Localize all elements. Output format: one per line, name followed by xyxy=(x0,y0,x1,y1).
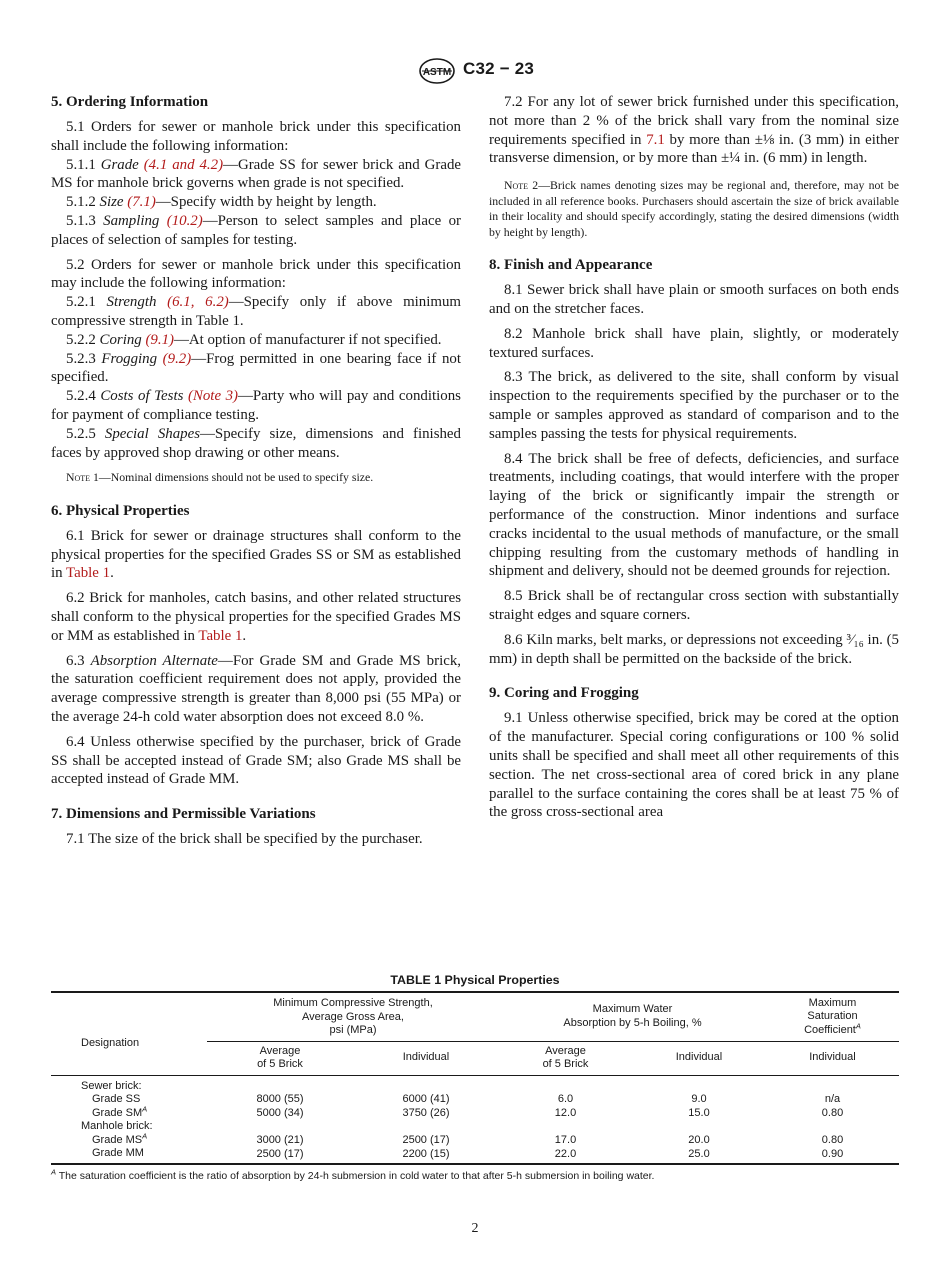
section-ref-link[interactable]: 7.1 xyxy=(646,131,665,148)
section-6-title: 6. Physical Properties xyxy=(51,502,190,519)
para-5-1-2: 5.1.2 Size (7.1)—Specify width by height by length. xyxy=(66,194,377,211)
header-saturation: Maximum Saturation Coefficient$^A$ xyxy=(766,992,899,1041)
para-8-6: 8.6 Kiln marks, belt marks, or depressions not exceeding ³⁄₁₆ in. (5 mm) in depth shall be permitted on the backside of the brick. xyxy=(489,631,899,667)
subheader-strength-average: Average of 5 Brick xyxy=(257,1044,303,1070)
section-8-title: 8. Finish and Appearance xyxy=(489,257,653,274)
section-5-title: 5. Ordering Information xyxy=(51,94,209,110)
header-strength: Minimum Compressive Strength, Average Gross Area, psi (MPa) xyxy=(207,992,499,1041)
para-5-1-3: 5.1.3 Sampling (10.2)—Person to select samples and place or places of selection of samples for testing. xyxy=(51,212,461,248)
para-7-1: 7.1 The size of the brick shall be specified by the purchaser. xyxy=(66,831,423,848)
physical-properties-table xyxy=(51,991,899,1165)
page-header xyxy=(0,58,950,84)
document-id: C32 − 23 xyxy=(463,59,535,78)
page-number: 2 xyxy=(471,1221,479,1236)
para-5-2-4: 5.2.4 Costs of Tests (Note 3)—Party who will pay and conditions for payment of compliance testing. xyxy=(51,388,461,423)
para-7-2: 7.2 For any lot of sewer brick furnished under this specification, not more than 2 % of the brick shall vary from the nominal size requirements specified in 7.1 by more than ±⅛ in. (3 mm) in either transverse dimension, or by more than ±¼ in. (6 mm) in length. xyxy=(489,94,900,167)
table-row: Grade $SM^A$ 5000 (34) 3750 (26) 12.0 15.0 0.80 xyxy=(92,1103,844,1119)
para-6-4: 6.4 Unless otherwise specified by the purchaser, brick of Grade SS shall be accepted instead of Grade SM; also Grade MS shall be accepted instead of Grade MM. xyxy=(51,733,461,788)
table-1 xyxy=(51,973,899,1183)
para-6-1: 6.1 Brick for sewer or drainage structures shall conform to the physical properties for the specified Grades SS or SM as established in Table 1. xyxy=(51,527,461,582)
ref-link[interactable]: (6.1, 6.2) xyxy=(167,294,229,311)
para-5-2-3: 5.2.3 Frogging (9.2)—Frog permitted in one bearing face if not specified. xyxy=(51,350,461,386)
ref-link[interactable]: (4.1 and 4.2) xyxy=(143,156,224,173)
para-5-2: 5.2 Orders for sewer or manhole brick under this specification may include the following information: xyxy=(51,256,461,292)
header-absorption: Maximum Water Absorption by 5-h Boiling, % xyxy=(499,992,766,1041)
para-9-1: 9.1 Unless otherwise specified, brick may be cored at the option of the manufacturer. Special coring configurations or 100 % solid units shall be specified and shall meet all other requirements of this section. The net cross-sectional area of cored brick in any plane parallel to the surface containing the cores shall be at least 75 % of the gross cross-sectional area xyxy=(489,710,899,821)
para-6-3: 6.3 Absorption Alternate—For Grade SM and Grade MS brick, the saturation coefficient requirement does not apply, provided the average compressive strength is greater than 8,000 psi (55 MPa) or the average 24-h cold water absorption does not exceed 8.0 %. xyxy=(51,652,461,726)
table-row: Grade SS 8000 (55) 6000 (41) 6.0 9.0 n/a xyxy=(92,1093,841,1105)
table-ref-link[interactable]: Table 1 xyxy=(66,565,111,582)
para-8-1: 8.1 Sewer brick shall have plain or smooth surfaces on both ends and on the stretcher faces. xyxy=(489,282,899,317)
ref-link[interactable]: (9.1) xyxy=(145,331,174,348)
section-7-title: 7. Dimensions and Permissible Variations xyxy=(51,806,316,823)
para-8-3: 8.3 The brick, as delivered to the site, shall conform by visual inspection to the requirements specified by the purchaser or to the sample or samples approved as standard of comparison and to the samples passing the tests for physical requirements. xyxy=(489,369,899,442)
logo-text: ASTM xyxy=(422,67,452,78)
table-ref-link[interactable]: Table 1 xyxy=(198,627,243,644)
para-5-2-1: 5.2.1 Strength (6.1, 6.2)—Specify only if above minimum compressive strength in Table 1. xyxy=(51,294,461,329)
group-label: Manhole brick: xyxy=(81,1120,153,1132)
astm-logo-icon xyxy=(418,58,456,84)
subheader-saturation-individual: Individual xyxy=(809,1051,856,1064)
para-8-5: 8.5 Brick shall be of rectangular cross section with substantially straight edges and square corners. xyxy=(489,588,899,623)
ref-link[interactable]: (7.1) xyxy=(127,194,156,211)
ref-link[interactable]: (9.2) xyxy=(162,350,192,367)
subheader-strength-individual: Individual xyxy=(402,1051,450,1064)
para-5-2-2: 5.2.2 Coring (9.1)—At option of manufacturer if not specified. xyxy=(66,331,442,348)
section-9-title: 9. Coring and Frogging xyxy=(489,685,639,702)
ref-link[interactable]: (Note 3) xyxy=(187,388,239,405)
note-2: Note 2—Brick names denoting sizes may be regional and, therefore, may not be included in all reference books. Purchasers should ascertain the size of brick available in their locality and should specify accordingly, stating the desired dimensions (width by height by length). xyxy=(489,178,899,239)
note-1: Note 1—Nominal dimensions should not be used to specify size. xyxy=(66,470,374,485)
table-title: TABLE 1 Physical Properties xyxy=(390,973,560,987)
para-5-1-1: 5.1.1 Grade (4.1 and 4.2)—Grade SS for sewer brick and Grade MS for manhole brick governs when grade is not specified. xyxy=(51,156,461,192)
group-label: Sewer brick: xyxy=(81,1079,142,1092)
para-5-2-5: 5.2.5 Special Shapes—Specify size, dimensions and finished faces by approved shop drawing or other means. xyxy=(51,425,461,461)
table-row: Grade $MS^A$ 3000 (21) 2500 (17) 17.0 20.0 0.80 xyxy=(92,1130,844,1146)
ref-link[interactable]: (10.2) xyxy=(166,212,203,229)
table-footnote: $^A$ The saturation coefficient is the ratio of absorption by 24-h submersion in cold water to that after 5-h submersion in boiling water. xyxy=(51,1167,655,1182)
para-8-4: 8.4 The brick shall be free of defects, deficiencies, and surface treatments, including coatings, that would interfere with the proper laying of the brick or significantly impair the strength or performance of the construction. Minor indentions and surface cracks incidental to the usual methods of manufacture, or the small chipping resulting from the customary methods of handling in shipment and delivery, should not be deemed grounds for rejection. xyxy=(489,450,899,580)
left-column xyxy=(51,93,461,849)
subheader-absorption-individual: Individual xyxy=(675,1051,723,1064)
para-8-2: 8.2 Manhole brick shall have plain, slightly, or moderately textured surfaces. xyxy=(489,325,899,361)
header-designation: Designation xyxy=(51,992,207,1075)
table-row: Grade MM 2500 (17) 2200 (15) 22.0 25.0 0.90 xyxy=(51,1147,899,1164)
para-6-2: 6.2 Brick for manholes, catch basins, and other related structures shall conform to the physical properties for the specified Grades MS or MM as established in Table 1. xyxy=(51,590,461,644)
subheader-absorption-average: Average of 5 Brick xyxy=(542,1044,589,1070)
para-5-1: 5.1 Orders for sewer or manhole brick under this specification shall include the following information: xyxy=(51,119,461,154)
right-column xyxy=(489,93,899,822)
